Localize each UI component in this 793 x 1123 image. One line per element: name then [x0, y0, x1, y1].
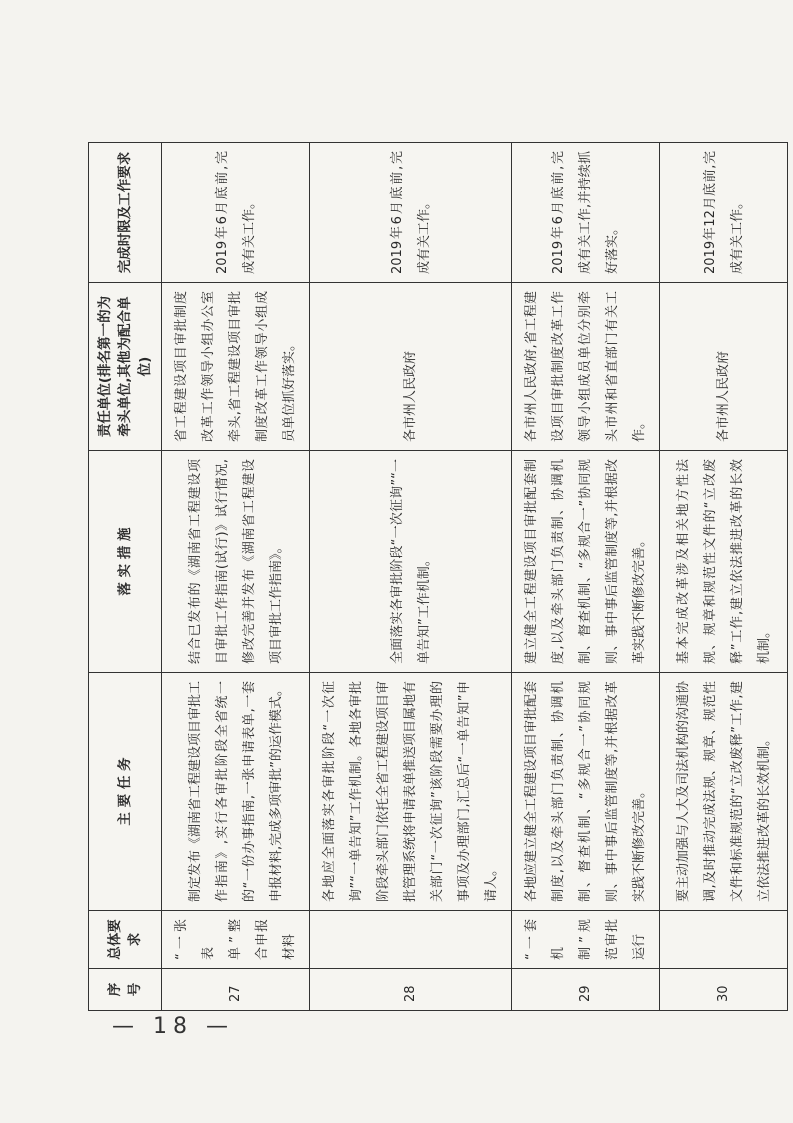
table-header-row: [89, 143, 162, 1011]
row-num: 28: [310, 969, 512, 1011]
row-task: 要主动加强与人大及司法机构的沟通协调,及时推动完成法规、规章、规范性文件和标准规范的“立改废释”工作,建立依法推进改革的长效机制。: [660, 673, 788, 911]
row-num: 27: [162, 969, 310, 1011]
header-num: 序号: [89, 969, 162, 1011]
row-deadline: 2019年12月底前,完成有关工作。: [660, 143, 788, 283]
row-requirement: [310, 911, 512, 969]
row-deadline: 2019年6月底前,完成有关工作,并持续抓好落实。: [512, 143, 660, 283]
table-row: [660, 143, 788, 1011]
rotated-page-content: [88, 143, 772, 1011]
row-unit: 省工程建设项目审批制度改革工作领导小组办公室牵头,省工程建设项目审批制度改革工作领导小组成员单位抓好落实。: [162, 283, 310, 451]
header-unit: 责任单位(排名第一的为牵头单位,其他为配合单位): [89, 283, 162, 451]
header-requirement: 总体要求: [89, 911, 162, 969]
row-measure: 基本完成改革涉及相关地方性法规、规章和规范性文件的“立改废释”工作,建立依法推进改革的长效机制。: [660, 451, 788, 673]
row-deadline: 2019年6月底前,完成有关工作。: [310, 143, 512, 283]
header-deadline: 完成时限及工作要求: [89, 143, 162, 283]
row-num: 30: [660, 969, 788, 1011]
row-requirement: “一套机制”规范审批运行: [512, 911, 660, 969]
row-requirement: [660, 911, 788, 969]
task-table: [88, 142, 788, 1011]
row-task: 各地应全面落实各审批阶段“一次征询”“一单告知”工作机制。各地各审批阶段牵头部门依托全省工程建设项目审批管理系统将申请表单推送项目属地有关部门“一次征询”该阶段需要办理的事项及办理部门,汇总后“一单告知”申请人。: [310, 673, 512, 911]
row-num: 29: [512, 969, 660, 1011]
row-requirement: “一张表单”整合申报材料: [162, 911, 310, 969]
header-task: 主 要 任 务: [89, 673, 162, 911]
table-row: [512, 143, 660, 1011]
row-task: 制定发布《湖南省工程建设项目审批工作指南》,实行各审批阶段全省统一的“一份办事指南,一张申请表单,一套申报材料,完成多项审批”的运作模式。: [162, 673, 310, 911]
row-unit: 各市州人民政府: [660, 283, 788, 451]
row-measure: 全面落实各审批阶段“一次征询”“一单告知”工作机制。: [310, 451, 512, 673]
row-measure: 建立健全工程建设项目审批配套制度,以及牵头部门负责制、协调机制、督查机制、“多规合一”协同规则、事中事后监管制度等,并根据改革实践不断修改完善。: [512, 451, 660, 673]
header-measure: 落 实 措 施: [89, 451, 162, 673]
row-task: 各地应建立健全工程建设项目审批配套制度,以及牵头部门负责制、协调机制、督查机制、“多规合一”协同规则、事中事后监管制度等,并根据改革实践不断修改完善。: [512, 673, 660, 911]
table-row: [162, 143, 310, 1011]
page-number: — 18 —: [112, 1014, 234, 1039]
row-unit: 各市州人民政府,省工程建设项目审批制度改革工作领导小组成员单位分别牵头市州和省直部门有关工作。: [512, 283, 660, 451]
row-measure: 结合已发布的《湖南省工程建设项目审批工作指南(试行)》试行情况,修改完善并发布《湖南省工程建设项目审批工作指南》。: [162, 451, 310, 673]
row-deadline: 2019年6月底前,完成有关工作。: [162, 143, 310, 283]
table-row: [310, 143, 512, 1011]
row-unit: 各市州人民政府: [310, 283, 512, 451]
